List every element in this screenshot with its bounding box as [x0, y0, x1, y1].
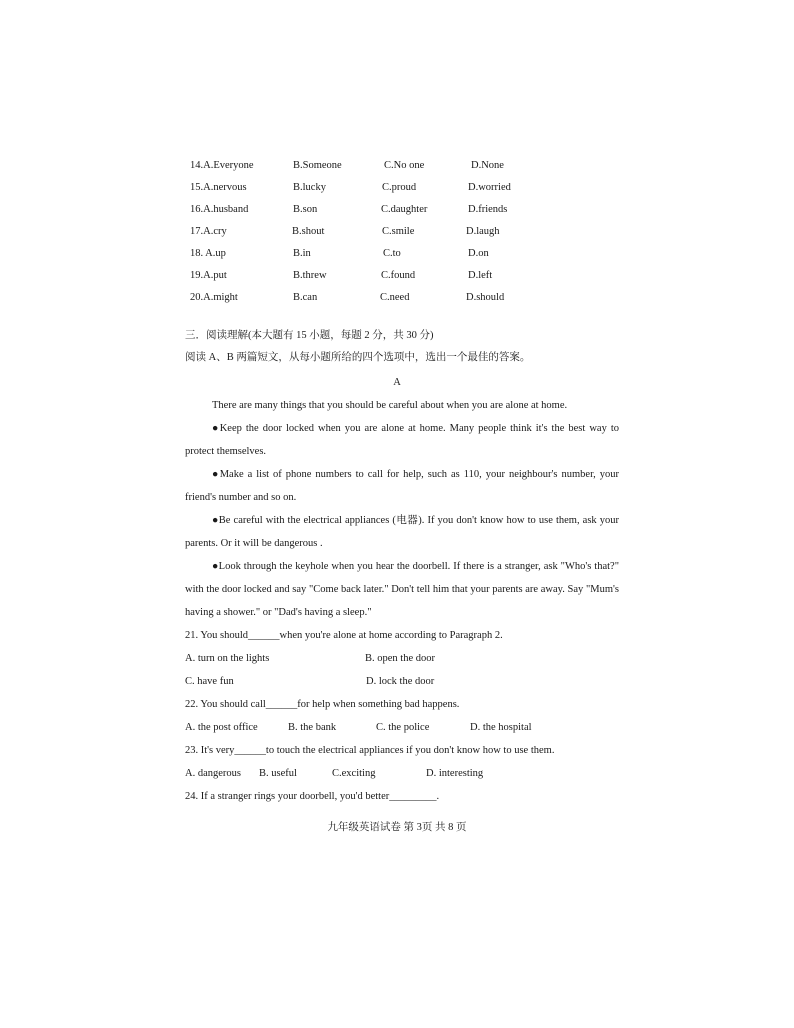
question-21-option-b: B. open the door — [365, 653, 435, 664]
option-a: 20.A.might — [190, 292, 238, 303]
option-c: C.daughter — [381, 204, 428, 215]
option-d: D.left — [468, 270, 493, 281]
passage-paragraph-5: ●Look through the keyhole when you hear the doorbell. If there is a stranger, ask "Who's that?" with the door locked and say "Come back later." Don't tell him that your parents are away. Say "Mum's having a shower." or "Dad's having a sleep." — [185, 561, 619, 618]
option-c: C.No one — [384, 160, 425, 171]
passage-body — [185, 394, 619, 624]
option-b: B.can — [293, 292, 318, 303]
option-b: B.shout — [292, 226, 325, 237]
option-d: D.laugh — [466, 226, 500, 237]
section-instruction: 阅读 A、B 两篇短文，从每小题所给的四个选项中，选出一个最佳的答案。 — [185, 352, 531, 363]
passage-paragraph-4: ●Be careful with the electrical appliances (电器). If you don't know how to use them, ask your parents. Or it will be dangerous . — [185, 515, 619, 549]
question-24-stem: 24. If a stranger rings your doorbell, you'd better_________. — [185, 791, 440, 802]
option-d: D.on — [468, 248, 489, 259]
question-21-option-c: C. have fun — [185, 676, 234, 687]
option-d: D.should — [466, 292, 505, 303]
option-a: 18. A.up — [190, 248, 226, 259]
option-c: C.proud — [382, 182, 417, 193]
passage-paragraph-2: ●Keep the door locked when you are alone at home. Many people think it's the best way to protect themselves. — [185, 423, 619, 457]
passage-paragraph-1: There are many things that you should be careful about when you are alone at home. — [212, 400, 568, 411]
option-b: B.Someone — [293, 160, 342, 171]
passage-paragraph-3: ●Make a list of phone numbers to call for help, such as 110, your neighbour's number, your friend's number and so on. — [185, 469, 619, 503]
option-d: D.None — [471, 160, 504, 171]
question-23-option-b: B. useful — [259, 768, 297, 779]
option-c: C.need — [380, 292, 410, 303]
page-footer: 九年级英语试卷 第 3页 共 8 页 — [327, 822, 467, 833]
passage-label: A — [393, 377, 401, 388]
question-23-stem: 23. It's very______to touch the electrical appliances if you don't know how to use them. — [185, 745, 555, 756]
option-a: 19.A.put — [190, 270, 227, 281]
section-heading: 三．阅读理解(本大题有 15 小题，每题 2 分，共 30 分) — [185, 330, 434, 341]
question-23-option-c: C.exciting — [332, 768, 376, 779]
question-21-option-a: A. turn on the lights — [185, 653, 270, 664]
question-22-option-d: D. the hospital — [470, 722, 532, 733]
question-21-stem: 21. You should______when you're alone at home according to Paragraph 2. — [185, 630, 503, 641]
question-22-stem: 22. You should call______for help when something bad happens. — [185, 699, 460, 710]
option-a: 14.A.Everyone — [190, 160, 254, 171]
question-22-option-c: C. the police — [376, 722, 430, 733]
option-a: 16.A.husband — [190, 204, 249, 215]
question-22-option-a: A. the post office — [185, 722, 258, 733]
question-23-option-a: A. dangerous — [185, 768, 241, 779]
question-22-option-b: B. the bank — [288, 722, 337, 733]
question-21-option-d: D. lock the door — [366, 676, 435, 687]
option-b: B.threw — [293, 270, 327, 281]
option-c: C.to — [383, 248, 401, 259]
option-d: D.friends — [468, 204, 508, 215]
option-c: C.found — [381, 270, 416, 281]
option-b: B.son — [293, 204, 318, 215]
option-b: B.lucky — [293, 182, 326, 193]
option-b: B.in — [293, 248, 311, 259]
question-23-option-d: D. interesting — [426, 768, 484, 779]
option-a: 15.A.nervous — [190, 182, 247, 193]
option-a: 17.A.cry — [190, 226, 227, 237]
option-d: D.worried — [468, 182, 511, 193]
option-c: C.smile — [382, 226, 415, 237]
